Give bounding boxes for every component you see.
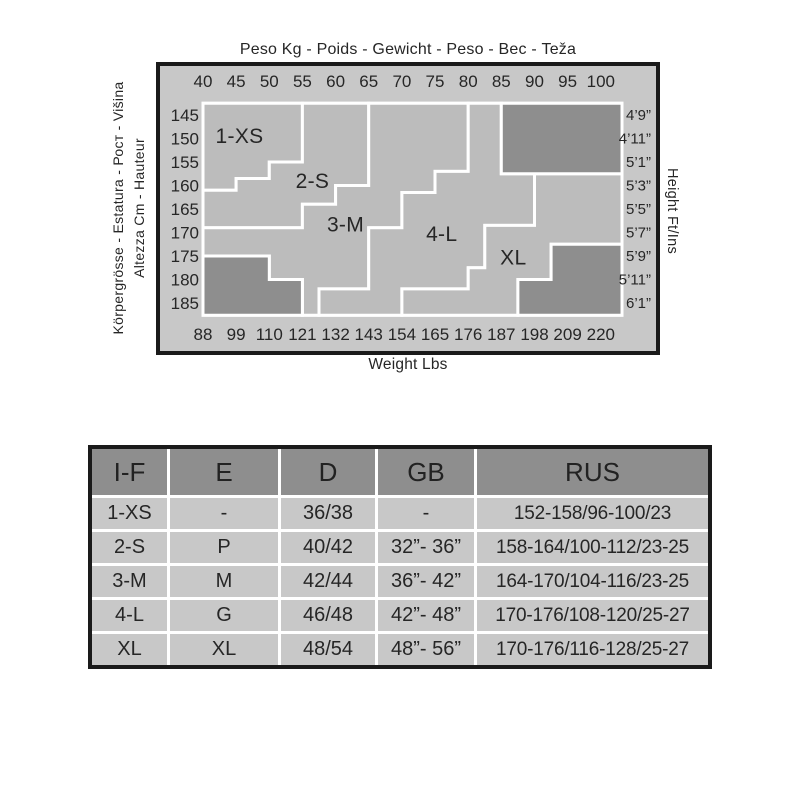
cm-tick-145: 145	[170, 106, 199, 125]
kg-tick-85: 85	[491, 72, 511, 91]
kg-tick-65: 65	[359, 72, 379, 91]
table-cell-r1-GB: -	[378, 498, 474, 529]
table-cell-r5-GB: 48”- 56”	[378, 634, 474, 665]
zone-label-XL: XL	[500, 246, 527, 270]
table-cell-r3-E: M	[170, 566, 278, 597]
kg-tick-40: 40	[193, 72, 213, 91]
lbs-tick-220: 220	[586, 325, 615, 344]
table-cell-r5-I-F: XL	[92, 634, 167, 665]
table-cell-r2-D: 40/42	[281, 532, 375, 563]
kg-tick-45: 45	[226, 72, 246, 91]
cm-tick-180: 180	[170, 270, 199, 290]
left-axis-label-inner: Altezza Cm - Hauteur	[131, 138, 147, 278]
lbs-tick-143: 143	[354, 325, 383, 344]
ft-tick-1: 4’9”	[625, 107, 651, 124]
lbs-tick-165: 165	[420, 325, 450, 344]
lbs-tick-121: 121	[288, 325, 317, 344]
cm-tick-170: 170	[170, 223, 199, 243]
table-cell-r4-D: 46/48	[281, 600, 375, 631]
kg-tick-50: 50	[259, 72, 279, 91]
lbs-tick-198: 198	[520, 325, 549, 344]
table-cell-r4-GB: 42”- 48”	[378, 600, 474, 631]
lbs-tick-209: 209	[553, 325, 582, 344]
table-cell-r5-E: XL	[170, 634, 278, 665]
cm-tick-150: 150	[170, 129, 199, 149]
ft-tick-8: 5’11”	[618, 271, 651, 289]
ft-tick-2: 4’11”	[618, 130, 651, 148]
table-cell-r4-E: G	[170, 600, 278, 631]
zone-label-4-L: 4-L	[426, 222, 458, 246]
zone-label-3-M: 3-M	[326, 213, 365, 237]
lbs-tick-132: 132	[321, 325, 350, 344]
ft-tick-5: 5’5”	[625, 201, 651, 218]
table-cell-r3-I-F: 3-M	[92, 566, 167, 597]
table-cell-r2-I-F: 2-S	[92, 532, 167, 563]
table-cell-r1-RUS: 152-158/96-100/23	[477, 498, 708, 529]
table-cell-r3-RUS: 164-170/104-116/23-25	[477, 566, 708, 597]
table-header-D: D	[281, 449, 375, 495]
lbs-tick-154: 154	[387, 325, 417, 344]
table-cell-r4-I-F: 4-L	[92, 600, 167, 631]
table-cell-r3-GB: 36”- 42”	[378, 566, 474, 597]
cm-tick-160: 160	[170, 176, 199, 196]
right-axis-label: Height Ft/Ins	[664, 167, 680, 255]
table-cell-r1-E: -	[170, 498, 278, 529]
size-conversion-table	[88, 445, 712, 669]
size-chart	[156, 62, 660, 355]
kg-tick-100: 100	[586, 72, 615, 91]
out-of-range-region-1	[501, 103, 622, 174]
ft-tick-7: 5’9”	[625, 248, 651, 265]
cm-tick-175: 175	[170, 247, 199, 266]
lbs-tick-176: 176	[454, 325, 483, 344]
table-cell-r2-E: P	[170, 532, 278, 563]
table-cell-r5-RUS: 170-176/116-128/25-27	[477, 634, 708, 665]
cm-tick-155: 155	[170, 153, 199, 172]
ft-tick-6: 5’7”	[625, 224, 651, 242]
table-cell-r5-D: 48/54	[281, 634, 375, 665]
ft-tick-4: 5’3”	[625, 177, 651, 195]
table-cell-r1-D: 36/38	[281, 498, 375, 529]
kg-tick-55: 55	[292, 72, 312, 91]
lbs-tick-99: 99	[226, 325, 246, 344]
table-cell-r1-I-F: 1-XS	[92, 498, 167, 529]
lbs-tick-110: 110	[255, 325, 283, 344]
table-header-GB: GB	[378, 449, 474, 495]
lbs-tick-88: 88	[193, 325, 213, 344]
table-header-RUS: RUS	[477, 449, 708, 495]
kg-tick-60: 60	[326, 72, 346, 91]
kg-tick-75: 75	[425, 72, 445, 91]
ft-tick-9: 6’1”	[625, 295, 651, 312]
zone-label-1-XS: 1-XS	[215, 125, 264, 149]
zone-label-2-S: 2-S	[295, 169, 330, 193]
table-header-E: E	[170, 449, 278, 495]
chart-title: Peso Kg - Poids - Gewicht - Peso - Вес - Teža	[239, 41, 577, 58]
table-cell-r2-RUS: 158-164/100-112/23-25	[477, 532, 708, 563]
lbs-tick-187: 187	[487, 325, 516, 344]
table-header-I-F: I-F	[92, 449, 167, 495]
size-chart-svg	[160, 66, 656, 351]
table-cell-r2-GB: 32”- 36”	[378, 532, 474, 563]
cm-tick-185: 185	[170, 294, 199, 313]
kg-tick-90: 90	[525, 72, 544, 91]
kg-tick-95: 95	[558, 72, 578, 91]
table-cell-r3-D: 42/44	[281, 566, 375, 597]
ft-tick-3: 5’1”	[625, 154, 651, 171]
bottom-axis-label: Weight Lbs	[368, 356, 448, 373]
left-axis-label-outer: Körpergrösse - Estatura - Рост - Višina	[110, 81, 126, 335]
cm-tick-165: 165	[170, 200, 199, 219]
kg-tick-80: 80	[458, 72, 478, 91]
kg-tick-70: 70	[392, 72, 412, 91]
table-cell-r4-RUS: 170-176/108-120/25-27	[477, 600, 708, 631]
